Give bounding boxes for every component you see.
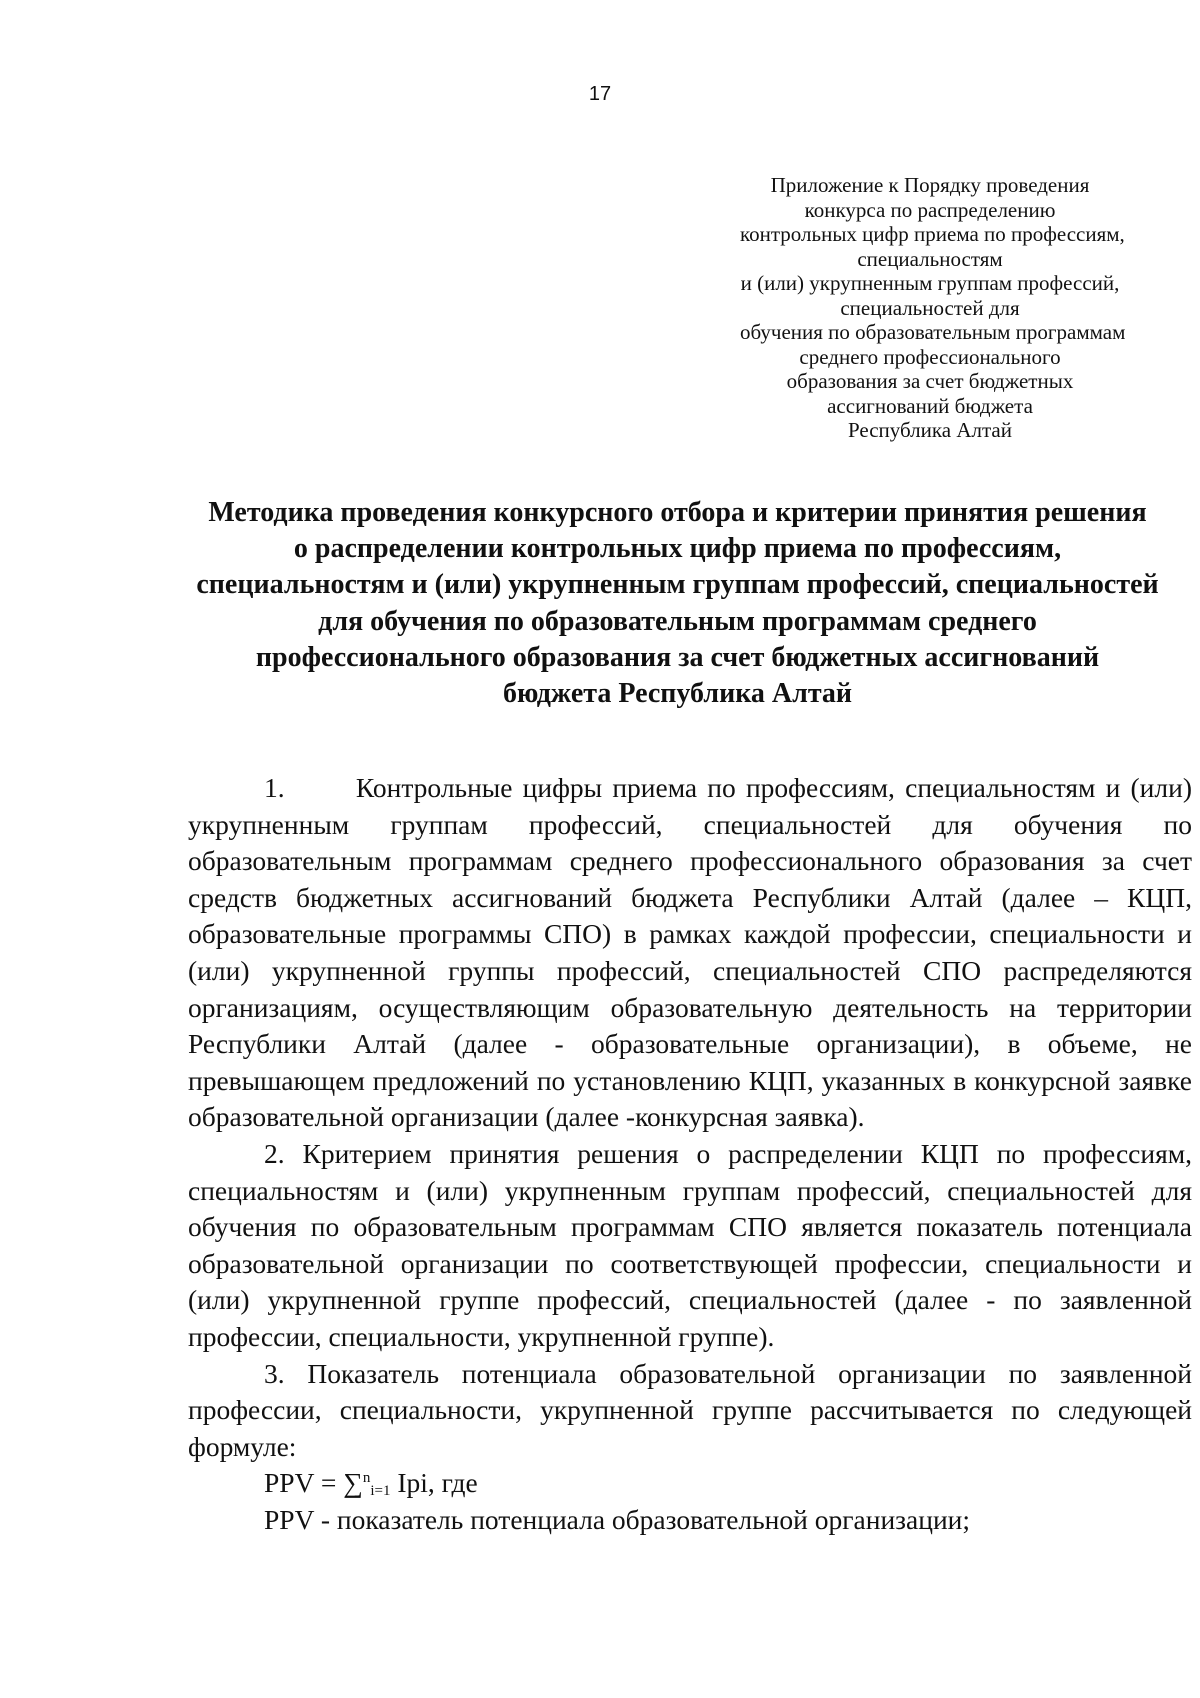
appendix-line: Республика Алтай <box>847 418 1012 442</box>
appendix-line: Приложение к Порядку проведения <box>770 173 1090 197</box>
appendix-line: и (или) укрупненным группам профессий, <box>740 271 1120 295</box>
paragraph-4: PPV - показатель потенциала образовательной организации; <box>264 1503 971 1535</box>
appendix-line: обучения по образовательным программам <box>740 320 1126 344</box>
paragraph-2: 2. Критерием принятия решения о распределении КЦП по профессиям, специальностям и (или) укрупненным группам профессий, специальностей для обучения по образовательным программам СПО является показатель потенциала образовательной организации по соответствующей профессии, специальности и (или) укрупненной группе профессий, специальностей (далее - по заявленной профессии, специальности, укрупненной группе). <box>188 1137 1192 1352</box>
title-line: Методика проведения конкурсного отбора и критерии принятия решения <box>208 497 1147 528</box>
paragraph-1: 1. Контрольные цифры приема по профессиям, специальностям и (или) укрупненным группам профессий, специальностей для обучения по образовательным программам среднего профессионального образования за счет средств бюджетных ассигнований бюджета Республики Алтай (далее – КЦП, образовательные программы СПО) в рамках каждой профессии, специальности и (или) укрупненной группы профессий, специальностей СПО распределяются организациям, осуществляющим образовательную деятельность на территории Республики Алтай (далее - образовательные организации), в объеме, не превышающем предложений по установлению КЦП, указанных в конкурсной заявке образовательной организации (далее -конкурсная заявка). <box>188 772 1192 1133</box>
title-line: о распределении контрольных цифр приема по профессиям, <box>293 533 1062 565</box>
appendix-line: образования за счет бюджетных <box>786 369 1074 393</box>
appendix-line: ассигнований бюджета <box>827 393 1033 418</box>
formula-rhs: Ipi, где <box>390 1467 478 1499</box>
appendix-header <box>740 173 1126 443</box>
appendix-line: конкурса по распределению <box>804 197 1056 222</box>
appendix-line: специальностей для <box>840 295 1020 320</box>
formula-sub: i=1 <box>370 1483 391 1500</box>
appendix-line: контрольных цифр приема по профессиям, <box>740 222 1125 246</box>
formula-lhs: PPV = ∑ <box>264 1467 363 1499</box>
formula-sup: n <box>362 1470 371 1487</box>
title-line: бюджета Республика Алтай <box>502 678 853 710</box>
paragraph-3: 3. Показатель потенциала образовательной организации по заявленной профессии, специальности, укрупненной группе рассчитывается по следующей формуле: <box>188 1357 1192 1462</box>
formula <box>188 1465 1192 1502</box>
appendix-line: среднего профессионального <box>799 344 1061 369</box>
title-line: профессионального образования за счет бюджетных ассигнований <box>255 641 1100 673</box>
title-line: специальностям и (или) укрупненным группам профессий, специальностей <box>196 569 1159 601</box>
document-body <box>188 770 1192 1538</box>
appendix-line: специальностям <box>857 246 1003 271</box>
page-number: 17 <box>588 83 612 105</box>
document-title <box>160 495 1195 712</box>
title-line: для обучения по образовательным программам среднего <box>318 605 1037 637</box>
